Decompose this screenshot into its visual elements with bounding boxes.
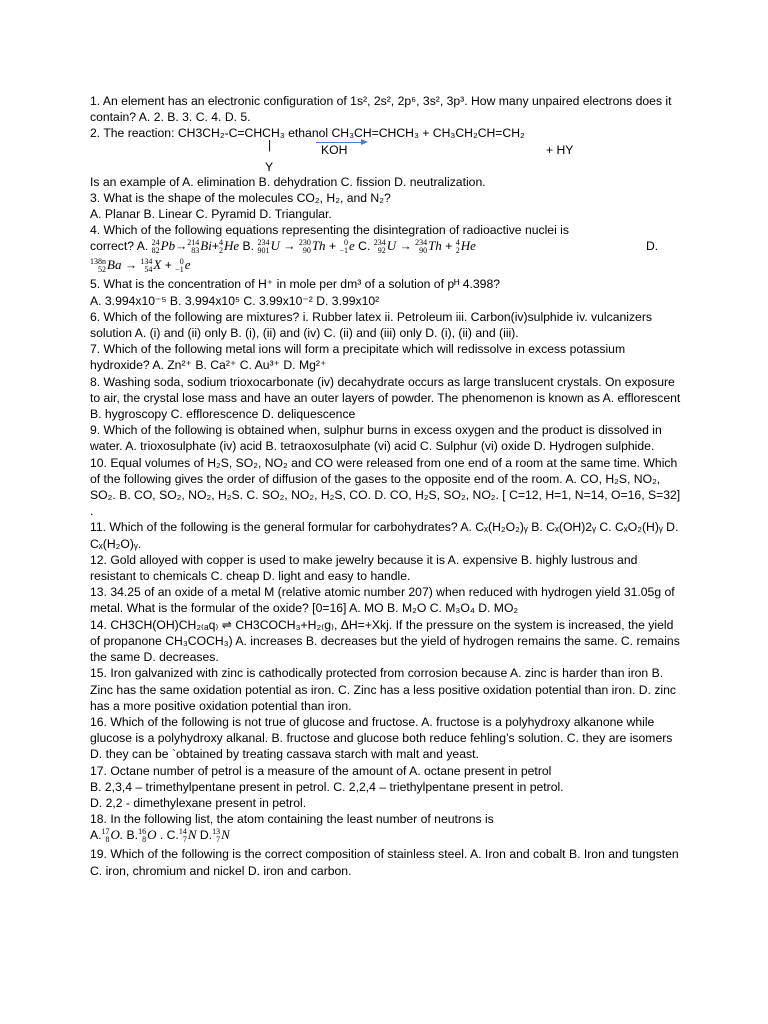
q18-c-mass: 14 xyxy=(178,827,187,837)
question-4-b-label: B. xyxy=(242,239,255,254)
reaction-substituent-y: Y xyxy=(265,159,274,174)
q18-option-c-label: . C. xyxy=(159,828,179,843)
eq-a-plus: + xyxy=(211,239,219,254)
question-4: 4. Which of the following equations representing the disintegration of radioactive nuclei is xyxy=(90,223,569,238)
eq-b-p1-mass: 230 xyxy=(298,238,311,248)
eq-c-p2-mass: 4 xyxy=(455,238,460,248)
question-4-equations-row xyxy=(90,238,682,257)
eq-d-p2-mass: 0 xyxy=(179,257,184,267)
q18-d-symbol: N xyxy=(221,827,230,843)
question-17-option-d: D. 2,2 - dimethylexane present in petrol. xyxy=(90,795,307,810)
question-8: 8. Washing soda, sodium trioxocarbonate (iv) decahydrate occurs as large translucent crystals. On exposure to air, the crystal lose mass and have an outer layers of powder. The phenomenon is known as A. efflorescent B. hygroscopy C. efflorescence D. deliquescence xyxy=(90,374,681,422)
q18-option-b-label: B. xyxy=(126,828,139,843)
eq-a-arrow: → xyxy=(175,239,188,254)
question-5: 5. What is the concentration of H⁺ in mole per dm³ of a solution of pᴴ 4.398? xyxy=(90,277,501,292)
eq-b-lhs-num: 901 xyxy=(257,246,270,256)
question-11: 11. Which of the following is the general formular for carbohydrates? A. Cₓ(H₂O₂)ᵧ B. Cₓ(OH)2ᵧ C. CₓO₂(H)ᵧ D. Cₓ(H₂O)ᵧ. xyxy=(90,520,679,551)
q18-option-d-label: D. xyxy=(199,828,213,843)
q18-c-symbol: N xyxy=(187,827,197,843)
eq-d-arrow: → xyxy=(124,258,138,273)
eq-a-p2-mass: 4 xyxy=(218,238,223,248)
eq-c-arrow: → xyxy=(399,239,412,254)
q18-a-num: 8 xyxy=(105,835,110,845)
eq-b-lhs-mass: 234 xyxy=(257,238,270,248)
q18-b-num: 8 xyxy=(142,835,147,845)
eq-c-lhs-num: 92 xyxy=(377,246,386,256)
question-19: 19. Which of the following is the correct composition of stainless steel. A. Iron and cobalt B. Iron and tungsten C. iron, chromium and nickel D. iron and carbon. xyxy=(90,847,679,878)
eq-d-p1-mass: 134 xyxy=(140,257,153,267)
eq-a-p1-num: 83 xyxy=(191,246,200,256)
question-10: 10. Equal volumes of H₂S, SO₂, NO₂ and CO were released from one end of a room at the same time. Which of the following gives the order of diffusion of the gases to the opposite end of the room. A. CO, H₂S, NO₂, SO₂. B. CO, SO₂, NO₂, H₂S. C. SO₂, NO₂, H₂S, CO. D. CO, H₂S, SO₂, NO₂. [ C=12, H=1, N=14, O=16, S=32] . xyxy=(90,455,681,519)
q18-a-mass: 17 xyxy=(101,827,110,837)
eq-b-p1-num: 90 xyxy=(302,246,311,256)
eq-b-p2-symbol: e xyxy=(348,238,355,254)
eq-d-p1-symbol: X xyxy=(153,257,162,273)
eq-a-p2-num: 2 xyxy=(218,246,223,256)
eq-b-arrow: → xyxy=(283,239,296,254)
question-17-options-b-c: B. 2,3,4 – trimethylpentane present in petrol. C. 2,2,4 – triethylpentane present in petrol. xyxy=(90,779,564,794)
equation-b xyxy=(257,238,358,256)
eq-d-p2-num: −1 xyxy=(175,265,184,275)
eq-b-p1-symbol: Th xyxy=(311,238,326,254)
eq-d-plus: + xyxy=(164,258,172,273)
eq-b-p2-mass: 0 xyxy=(343,238,348,248)
eq-a-p2-symbol: He xyxy=(223,238,240,254)
reaction-conditions-row xyxy=(90,137,682,158)
question-4-correct-label: correct? A. xyxy=(90,239,149,254)
question-7: 7. Which of the following metal ions will form a precipitate which will redissolve in excess potassium hydroxide? A. Zn²⁺ B. Ca²⁺ C. Au³⁺ D. Mg²⁺ xyxy=(90,342,626,373)
eq-d-lhs-symbol: Ba xyxy=(107,257,122,273)
question-13: 13. 34.25 of an oxide of a metal M (relative atomic number 207) when reduced with hydrogen yield 31.05g of metal. What is the formular of the oxide? [0=16] A. MO B. M₂O C. M₃O₄ D. MO₂ xyxy=(90,585,675,616)
question-1: 1. An element has an electronic configuration of 1s², 2s², 2p⁶, 3s², 3p³. How many unpaired electrons does it contain? A. 2. B. 3. C. 4. D. 5. xyxy=(90,94,672,125)
question-4-d-label: D. xyxy=(646,239,659,254)
eq-c-plus: + xyxy=(445,239,453,254)
eq-b-p2-num: −1 xyxy=(339,246,348,256)
question-document xyxy=(90,93,682,879)
reaction-arrow-line xyxy=(316,142,362,143)
question-2-reaction: 2. The reaction: CH3CH₂-C=CHCH₃ ethanol CH₃CH=CHCH₃ + CH₃CH₂CH=CH₂ xyxy=(90,126,525,141)
eq-a-lhs-mass: 24 xyxy=(151,238,160,248)
q18-d-mass: 13 xyxy=(212,827,221,837)
q18-b-symbol: O xyxy=(147,827,157,843)
eq-b-plus: + xyxy=(328,239,337,254)
eq-a-lhs-num: 82 xyxy=(151,246,160,256)
q18-option-a-label: A. xyxy=(90,828,102,843)
question-18-options xyxy=(90,827,682,846)
eq-c-p1-symbol: Th xyxy=(428,238,442,254)
question-9: 9. Which of the following is obtained when, sulphur burns in excess oxygen and the product is dissolved in water. A. trioxosulphate (iv) acid B. tetraoxosulphate (vi) acid C. Sulphur (vi) oxide D. Hydrogen sulphide. xyxy=(90,423,662,454)
eq-d-lhs-num: 52 xyxy=(98,265,106,275)
question-16: 16. Which of the following is not true of glucose and fructose. A. fructose is a polyhydroxy alkanone while glucose is a polyhydroxy alkanal. B. fructose and glucose both reduce fehling’s solution. C. they are isomers D. they can be `obtained by treating cassava starch with malt and yeast. xyxy=(90,714,673,762)
question-15: 15. Iron galvanized with zinc is cathodically protected from corrosion because A. zinc is harder than iron B. Zinc has the same oxidation potential as iron. C. Zinc has a less positive oxidation potential than iron. D. zinc has a more positive oxidation potential than iron. xyxy=(90,666,676,713)
q18-c-num: 7 xyxy=(182,835,187,845)
eq-d-lhs-mass: 138n xyxy=(90,257,106,267)
eq-d-p2-symbol: e xyxy=(184,257,191,273)
eq-d-p1-num: 54 xyxy=(144,265,153,275)
question-4-c-label: C. xyxy=(358,239,371,254)
equation-a xyxy=(151,238,243,256)
question-2-options: Is an example of A. elimination B. dehydration C. fission D. neutralization. xyxy=(90,174,486,189)
q18-a-symbol: O. xyxy=(110,827,124,843)
question-12: 12. Gold alloyed with copper is used to make jewelry because it is A. expensive B. highly lustrous and resistant to chemicals C. cheap D. light and easy to handle. xyxy=(90,552,638,584)
question-17: 17. Octane number of petrol is a measure of the amount of A. octane present in petrol xyxy=(90,763,552,778)
eq-c-p1-num: 90 xyxy=(419,246,428,256)
reaction-substituent-row xyxy=(90,158,682,174)
eq-c-p2-num: 2 xyxy=(455,246,460,256)
eq-a-p1-symbol: Bi xyxy=(200,238,212,254)
question-6: 6. Which of the following are mixtures? i. Rubber latex ii. Petroleum iii. Carbon(iv)sulphide iv. vulcanizers solution A. (i) and (ii) only B. (i), (ii) and (iv) C. (ii) and (iii) only D. (i), (ii) and (iii). xyxy=(90,309,652,341)
eq-a-lhs-symbol: Pb xyxy=(160,238,176,254)
question-5-options: A. 3.994x10⁻⁵ B. 3.994x10⁵ C. 3.99x10⁻² D. 3.99x10² xyxy=(90,293,380,308)
reaction-arrow-head-icon xyxy=(361,139,368,145)
eq-b-lhs-symbol: U xyxy=(270,238,280,254)
eq-a-p1-mass: 214 xyxy=(187,238,200,248)
equation-d xyxy=(90,257,682,276)
eq-c-p2-symbol: He xyxy=(460,238,476,254)
question-18: 18. In the following list, the atom containing the least number of neutrons is xyxy=(90,812,494,827)
question-3: 3. What is the shape of the molecules CO₂, H₂, and N₂? xyxy=(90,190,391,205)
question-3-options: A. Planar B. Linear C. Pyramid D. Triangular. xyxy=(90,207,332,222)
reaction-product-hy: + HY xyxy=(546,142,574,157)
reagent-koh: KOH xyxy=(321,142,348,157)
q18-d-num: 7 xyxy=(216,835,221,845)
question-14: 14. CH3CH(OH)CH₂₍ₐq₎ ⇌ CH3COCH₃+H₂₍g₎, ΔH=+Xkj. If the pressure on the system is increased, the yield of propanone CH₃COCH₃) A. increases B. decreases but the yield of hydrogen remains the same. C. remains the same D. decreases. xyxy=(90,617,680,665)
equation-c xyxy=(373,238,476,256)
reaction-branch-bar: | xyxy=(268,137,272,152)
q18-b-mass: 16 xyxy=(138,827,147,837)
eq-c-lhs-symbol: U xyxy=(386,238,397,254)
eq-c-p1-mass: 234 xyxy=(415,238,428,248)
eq-c-lhs-mass: 234 xyxy=(373,238,386,248)
